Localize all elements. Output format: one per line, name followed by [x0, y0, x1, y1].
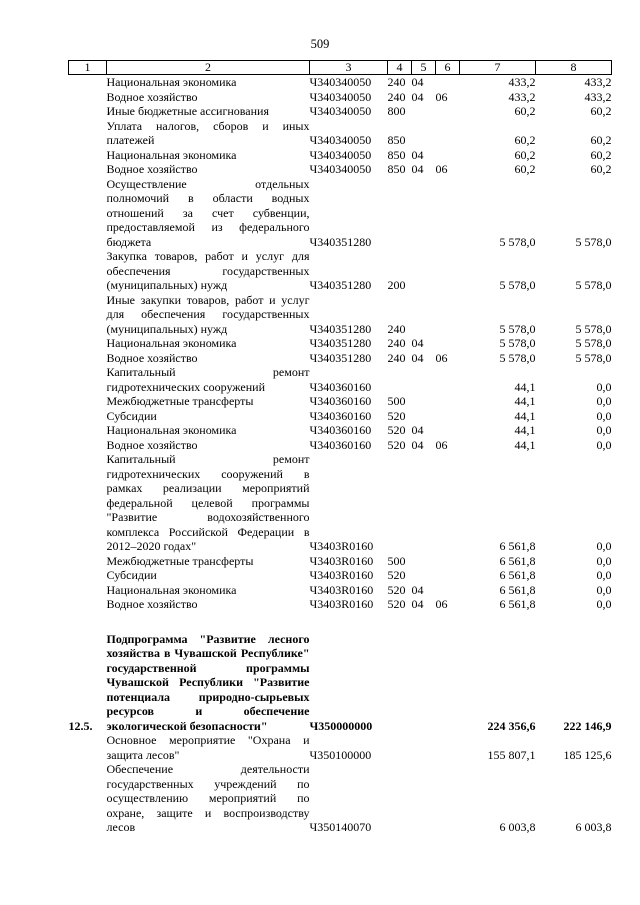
row-number: [69, 365, 107, 394]
row-name: Национальная экономика: [106, 75, 237, 89]
amount-col7: 44,1: [514, 408, 536, 423]
row-number: 12.5.: [68, 718, 93, 733]
subsection-code: [436, 583, 460, 598]
target-code: Ч340360160: [309, 437, 372, 452]
row-number: [69, 409, 107, 424]
table-row: [69, 90, 612, 105]
amount-col7: 433,2: [508, 75, 536, 89]
target-code: Ч340340050: [309, 104, 372, 118]
section-code: [412, 249, 436, 293]
amount-col8: 433,2: [584, 89, 612, 104]
section-code: 04: [411, 582, 424, 597]
row-name: Капитальный ремонт гидротехнических сооружений: [106, 365, 310, 394]
subsection-code: 06: [435, 597, 448, 611]
expense-type-code: [388, 177, 412, 250]
amount-col8: 5 578,0: [575, 321, 612, 336]
section-code: [412, 177, 436, 250]
target-code: Ч350100000: [309, 747, 372, 762]
amount-col7: 60,2: [514, 133, 536, 147]
amount-col7: 60,2: [514, 104, 536, 118]
subsection-code: [436, 733, 460, 762]
row-name: Капитальный ремонт гидротехнических сооружений в рамках реализации мероприятий федеральной целевой программы "Развитие водохозяйственного комплекса Российской Федерации в 2012–2020 годах": [106, 452, 310, 553]
subsection-code: [436, 423, 460, 438]
amount-col8: 0,0: [596, 423, 612, 437]
amount-col7: 5 578,0: [499, 234, 536, 249]
table-row: [69, 733, 612, 762]
section-code: [412, 104, 436, 119]
subsection-code: [436, 148, 460, 163]
expense-type-code: 240: [387, 75, 406, 89]
section-code: 04: [411, 597, 424, 611]
column-header: 2: [107, 61, 310, 75]
row-number: [69, 177, 107, 250]
subsection-code: [436, 336, 460, 351]
amount-col7: 5 578,0: [499, 336, 536, 350]
row-number: [69, 351, 107, 366]
target-code: Ч3403R0160: [309, 539, 374, 553]
table-row: [69, 438, 612, 453]
section-code: 04: [411, 350, 424, 365]
row-number: [69, 104, 107, 119]
table-row: [69, 423, 612, 438]
subsection-code: [436, 568, 460, 583]
amount-col8: 0,0: [596, 553, 612, 568]
section-code: 04: [411, 75, 424, 89]
subsection-code: [436, 554, 460, 569]
column-header: 5: [412, 61, 436, 75]
expense-type-code: 520: [387, 597, 406, 611]
amount-col7: 44,1: [514, 437, 536, 452]
section-code: [412, 554, 436, 569]
column-header: 4: [388, 61, 412, 75]
section-code: [412, 293, 436, 337]
expense-type-code: 240: [387, 350, 406, 365]
target-code: Ч340340050: [309, 147, 372, 162]
row-name: Водное хозяйство: [106, 597, 198, 611]
expense-type-code: 520: [387, 568, 406, 582]
row-number: [69, 568, 107, 583]
expense-type-code: 850: [387, 162, 406, 176]
row-number: [69, 583, 107, 598]
amount-col7: 44,1: [514, 423, 536, 437]
table-row: [69, 554, 612, 569]
expense-type-code: [388, 365, 412, 394]
amount-col8: 5 578,0: [575, 278, 612, 292]
row-name: Национальная экономика: [106, 582, 237, 597]
target-code: Ч340360160: [309, 423, 372, 437]
section-code: 04: [411, 162, 424, 176]
section-code: [412, 632, 436, 734]
target-code: Ч3403R0160: [309, 553, 374, 568]
row-number: [69, 423, 107, 438]
amount-col8: 0,0: [596, 568, 612, 582]
expense-type-code: 850: [387, 147, 406, 162]
section-code: [412, 365, 436, 394]
row-number: [69, 554, 107, 569]
row-number: [69, 438, 107, 453]
section-code: [412, 409, 436, 424]
target-code: Ч3403R0160: [309, 582, 374, 597]
target-code: Ч340340050: [309, 133, 372, 147]
section-spacer: [69, 612, 612, 632]
target-code: Ч340351280: [309, 350, 372, 365]
target-code: Ч340340050: [309, 89, 372, 104]
spacer-cell: [69, 612, 612, 632]
column-header: 1: [69, 61, 107, 75]
table-row: [69, 351, 612, 366]
expense-type-code: 240: [387, 336, 406, 350]
target-code: Ч340360160: [309, 394, 372, 408]
row-number: [69, 90, 107, 105]
table-row: [69, 336, 612, 351]
row-name: Национальная экономика: [106, 147, 237, 162]
row-name: Водное хозяйство: [106, 162, 198, 176]
target-code: Ч340340050: [309, 162, 372, 176]
amount-col8: 5 578,0: [575, 336, 612, 350]
amount-col7: 5 578,0: [499, 350, 536, 365]
expense-type-code: 520: [387, 582, 406, 597]
section-code: 04: [411, 336, 424, 350]
target-code: Ч340351280: [309, 278, 372, 292]
row-number: [69, 148, 107, 163]
subsection-code: 06: [435, 89, 448, 104]
column-header: 7: [460, 61, 536, 75]
subsection-code: [436, 409, 460, 424]
row-name: Основное мероприятие "Охрана и защита лесов": [106, 733, 310, 762]
row-name: Водное хозяйство: [106, 437, 198, 452]
amount-col7: 60,2: [514, 147, 536, 162]
subsection-code: [436, 452, 460, 554]
amount-col8: 5 578,0: [575, 350, 612, 365]
row-number: [69, 336, 107, 351]
section-code: 04: [411, 147, 424, 162]
amount-col7: 44,1: [514, 394, 536, 408]
target-code: Ч340340050: [309, 75, 372, 89]
amount-col7: 6 003,8: [499, 820, 536, 834]
table-row: [69, 394, 612, 409]
expense-type-code: 800: [387, 104, 406, 118]
expense-type-code: 850: [387, 133, 406, 147]
section-code: [412, 568, 436, 583]
amount-col8: 60,2: [590, 104, 612, 118]
table-row: [69, 365, 612, 394]
section-code: [412, 452, 436, 554]
budget-table: [68, 60, 612, 835]
row-name: Обеспечение деятельности государственных учреждений по осуществлению мероприятий по охране, защите и воспроизводству лесов: [106, 762, 310, 834]
row-number: [69, 762, 107, 835]
amount-col7: 155 807,1: [487, 747, 536, 762]
amount-col8: 185 125,6: [563, 747, 612, 762]
row-name: Иные закупки товаров, работ и услуг для обеспечения государственных (муниципальных) нужд: [106, 292, 310, 336]
expense-type-code: 520: [387, 408, 406, 423]
row-number: [69, 119, 107, 148]
row-name: Субсидии: [106, 408, 157, 423]
subprogram-row: [69, 632, 612, 734]
row-name: Межбюджетные трансферты: [106, 394, 254, 408]
row-name: Закупка товаров, работ и услуг для обеспечения государственных (муниципальных) нужд: [106, 249, 310, 292]
table-row: [69, 597, 612, 612]
expense-type-code: 200: [387, 278, 406, 292]
row-number: [69, 597, 107, 612]
row-number: [69, 452, 107, 554]
target-code: Ч3403R0160: [309, 597, 374, 611]
row-name: Национальная экономика: [106, 423, 237, 437]
expense-type-code: 520: [387, 423, 406, 437]
column-numbers-header: [69, 61, 612, 75]
subsection-code: [436, 177, 460, 250]
amount-col7: 433,2: [508, 89, 536, 104]
amount-col8: 433,2: [584, 75, 612, 89]
amount-col8: 60,2: [590, 133, 612, 147]
amount-col7: 6 561,8: [499, 582, 536, 597]
table-row: [69, 162, 612, 177]
expense-type-code: [388, 452, 412, 554]
page-number: 509: [310, 37, 330, 51]
row-number: [69, 75, 107, 90]
subsection-code: 06: [435, 162, 448, 176]
expense-type-code: [388, 762, 412, 835]
expense-type-code: [388, 733, 412, 762]
row-number: [69, 249, 107, 293]
column-header: 8: [536, 61, 612, 75]
amount-col8: 60,2: [590, 147, 612, 162]
amount-col8: 0,0: [596, 437, 612, 452]
row-name: Межбюджетные трансферты: [106, 553, 254, 568]
target-code: Ч350140070: [309, 820, 372, 834]
table-row: [69, 568, 612, 583]
subsection-code: [436, 75, 460, 90]
table-row: [69, 409, 612, 424]
expense-type-code: 240: [387, 321, 406, 336]
amount-col7: 5 578,0: [499, 278, 536, 292]
row-number: [69, 162, 107, 177]
amount-col8: 60,2: [590, 162, 612, 176]
subsection-code: [436, 119, 460, 148]
row-name: Водное хозяйство: [106, 350, 198, 365]
expense-type-code: 500: [387, 553, 406, 568]
amount-col8: 0,0: [596, 394, 612, 408]
section-code: 04: [411, 423, 424, 437]
expense-type-code: 240: [387, 89, 406, 104]
row-number: [69, 293, 107, 337]
row-number: [69, 733, 107, 762]
table-row: [69, 119, 612, 148]
subsection-code: [436, 293, 460, 337]
target-code: Ч3403R0160: [309, 568, 374, 582]
section-code: [412, 733, 436, 762]
amount-col8: 5 578,0: [575, 234, 612, 249]
subsection-code: [436, 394, 460, 409]
amount-col7: 6 561,8: [499, 539, 536, 553]
row-name: Субсидии: [106, 568, 157, 582]
column-header: 6: [436, 61, 460, 75]
row-number: [69, 394, 107, 409]
amount-col8: 222 146,9: [563, 718, 612, 733]
section-code: [412, 394, 436, 409]
row-name: Осуществление отдельных полномочий в области водных отношений за счет субвенции, предоставляемой из федерального бюджета: [106, 176, 310, 249]
target-code: Ч340351280: [309, 234, 372, 249]
subsection-code: 06: [435, 437, 448, 452]
table-row: [69, 583, 612, 598]
table-row: [69, 762, 612, 835]
amount-col7: 44,1: [514, 379, 536, 394]
amount-col7: 60,2: [514, 162, 536, 176]
table-row: [69, 104, 612, 119]
amount-col8: 0,0: [596, 408, 612, 423]
table-row: [69, 148, 612, 163]
amount-col8: 6 003,8: [575, 820, 612, 834]
section-code: [412, 762, 436, 835]
subsection-code: [436, 249, 460, 293]
target-code: Ч340351280: [309, 336, 372, 350]
target-code: Ч350000000: [309, 718, 373, 733]
table-row: [69, 177, 612, 250]
amount-col8: 0,0: [596, 597, 612, 611]
expense-type-code: 520: [387, 437, 406, 452]
amount-col8: 0,0: [596, 379, 612, 394]
expense-type-code: [388, 632, 412, 734]
section-code: [412, 119, 436, 148]
table-row: [69, 452, 612, 554]
amount-col7: 6 561,8: [499, 553, 536, 568]
subsection-code: [436, 762, 460, 835]
amount-col8: 0,0: [596, 582, 612, 597]
subsection-code: [436, 365, 460, 394]
subsection-code: 06: [435, 350, 448, 365]
amount-col7: 224 356,6: [487, 718, 536, 733]
table-row: [69, 75, 612, 90]
row-name: Подпрограмма "Развитие лесного хозяйства в Чувашской Республике" государственной программы Чувашской Республики "Развитие потенциала природно-сырьевых ресурсов и обеспечение экологической безопасности": [106, 631, 310, 733]
table-row: [69, 293, 612, 337]
row-name: Водное хозяйство: [106, 89, 198, 104]
section-code: 04: [411, 437, 424, 452]
subsection-code: [436, 632, 460, 734]
expense-type-code: 500: [387, 394, 406, 408]
amount-col7: 5 578,0: [499, 321, 536, 336]
section-code: 04: [411, 89, 424, 104]
row-name: Уплата налогов, сборов и иных платежей: [106, 118, 310, 147]
table-row: [69, 249, 612, 293]
row-name: Национальная экономика: [106, 336, 237, 350]
column-header: 3: [310, 61, 388, 75]
subsection-code: [436, 104, 460, 119]
amount-col7: 6 561,8: [499, 597, 536, 611]
target-code: Ч340360160: [309, 379, 372, 394]
row-name: Иные бюджетные ассигнования: [106, 104, 269, 118]
amount-col8: 0,0: [596, 539, 612, 553]
amount-col7: 6 561,8: [499, 568, 536, 582]
target-code: Ч340351280: [309, 321, 372, 336]
target-code: Ч340360160: [309, 408, 372, 423]
